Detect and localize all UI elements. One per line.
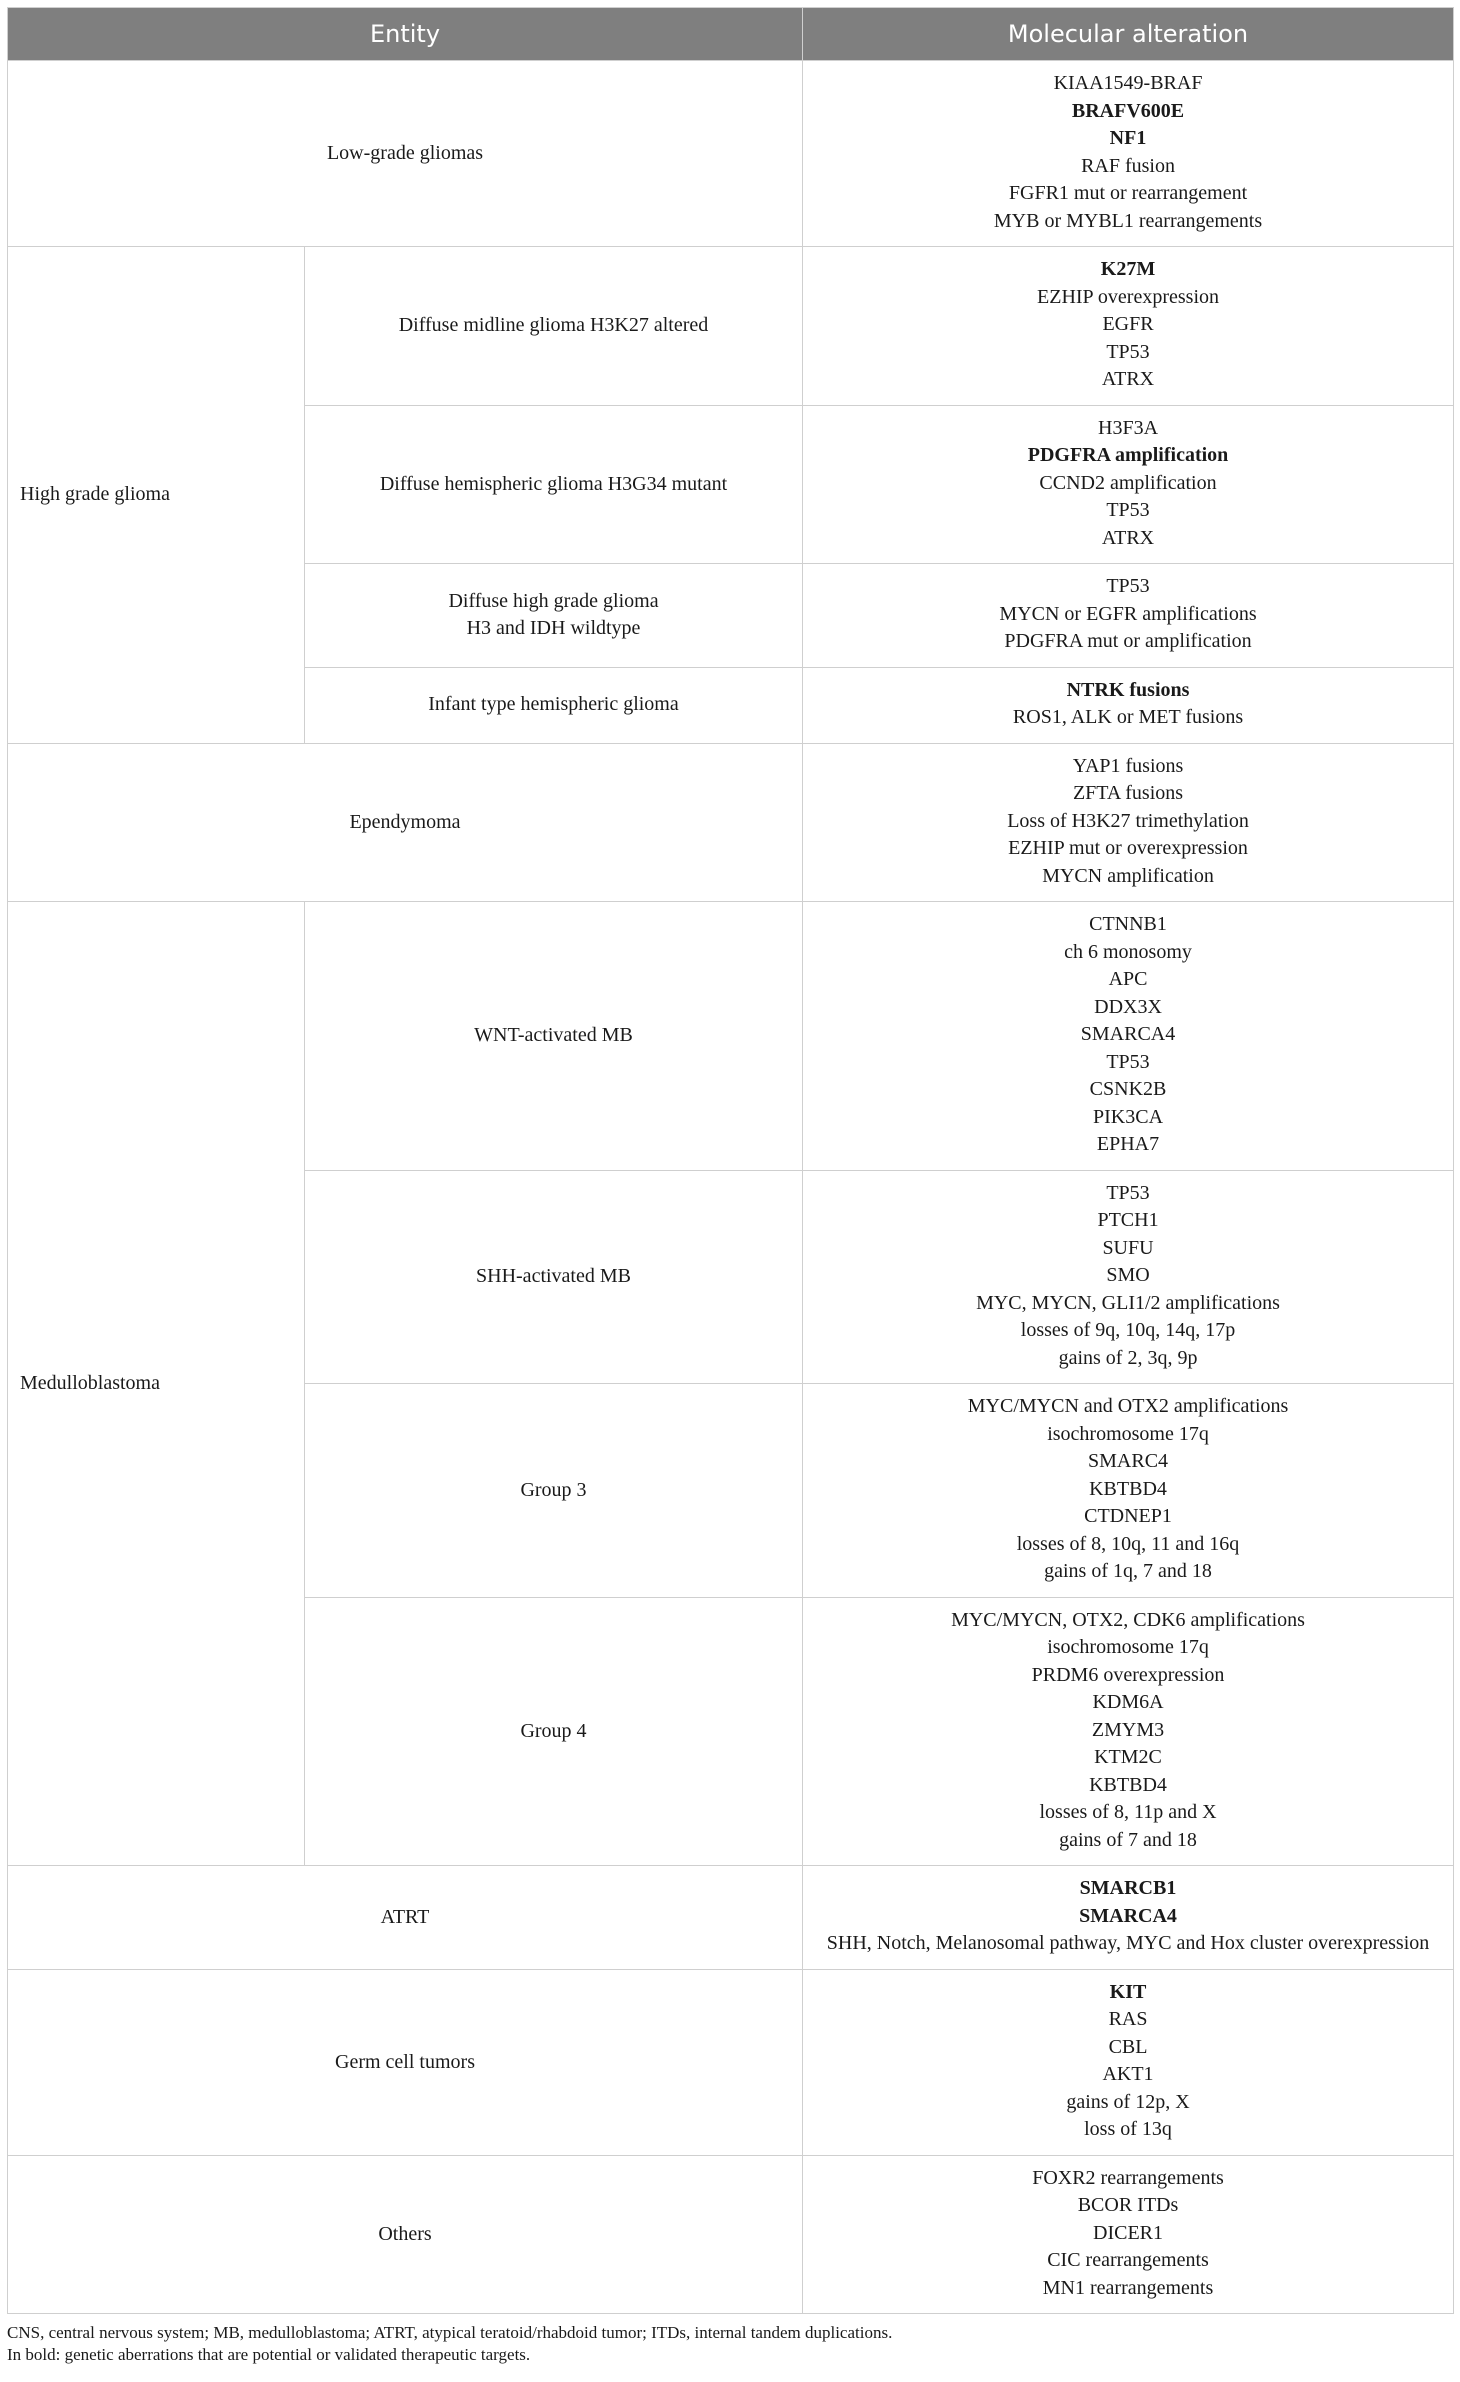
alteration-item: CSNK2B xyxy=(1089,1078,1167,1100)
alteration-item: ROS1, ALK or MET fusions xyxy=(1012,706,1244,728)
alteration-item: EZHIP mut or overexpression xyxy=(1008,837,1248,859)
alteration-item: gains of 1q, 7 and 18 xyxy=(1044,1560,1212,1582)
footnote-abbreviations: CNS, central nervous system; MB, medulloblastoma; ATRT, atypical teratoid/rhabdoid tumor; ITDs, internal tandem duplications. xyxy=(7,2323,893,2342)
subtype-name-line: Diffuse midline glioma H3K27 altered xyxy=(398,314,709,336)
alteration-item: PRDM6 overexpression xyxy=(1031,1663,1225,1686)
header-row xyxy=(8,8,1454,61)
alteration-item: MYCN or EGFR amplifications xyxy=(999,602,1257,625)
alteration-item: TP53 xyxy=(1106,340,1150,363)
subtype-name-line: Diffuse high grade glioma xyxy=(448,589,659,612)
subtype-cell xyxy=(305,1597,803,1866)
row-ependymoma xyxy=(8,743,1454,902)
alteration-item: PIK3CA xyxy=(1093,1105,1164,1128)
alteration-item: TP53 xyxy=(1106,575,1150,597)
header-molecular-alteration: Molecular alteration xyxy=(803,8,1454,61)
therapeutic-target-alteration: SMARCA4 xyxy=(1079,1904,1177,1927)
table-footnotes xyxy=(7,2322,1453,2366)
alteration-item: KTM2C xyxy=(1094,1746,1162,1768)
subtype-cell xyxy=(305,564,803,668)
subtype-name-line: Group 4 xyxy=(520,1719,587,1742)
alteration-item: SMARC4 xyxy=(1088,1450,1169,1472)
alteration-item: SMO xyxy=(1106,1264,1150,1286)
alteration-item: losses of 8, 11p and X xyxy=(1039,1801,1217,1823)
subtype-cell xyxy=(305,667,803,743)
alterations-cell xyxy=(803,2155,1454,2314)
alterations-cell xyxy=(803,247,1454,406)
alteration-item: PDGFRA mut or amplification xyxy=(1004,630,1252,652)
alteration-item: SUFU xyxy=(1102,1236,1154,1259)
subtype-cell xyxy=(305,1170,803,1384)
alteration-item: EPHA7 xyxy=(1096,1133,1160,1155)
alteration-item: SHH, Notch, Melanosomal pathway, MYC and Hox cluster overexpression xyxy=(826,1932,1430,1954)
alteration-item: DICER1 xyxy=(1093,2221,1164,2244)
alteration-item: isochromosome 17q xyxy=(1047,1422,1209,1445)
alteration-item: H3F3A xyxy=(1098,416,1159,439)
alteration-item: MYC, MYCN, GLI1/2 amplifications xyxy=(976,1291,1280,1314)
alteration-item: ZMYM3 xyxy=(1091,1718,1165,1741)
alteration-item: loss of 13q xyxy=(1084,2118,1172,2140)
alteration-item: CBL xyxy=(1108,2035,1148,2058)
entity-cell: Ependymoma xyxy=(8,743,803,902)
subtype-name-line: Group 3 xyxy=(520,1478,587,1501)
alterations-cell xyxy=(803,1170,1454,1384)
alteration-item: CTNNB1 xyxy=(1089,913,1167,935)
therapeutic-target-alteration: K27M xyxy=(1100,258,1156,280)
therapeutic-target-alteration: PDGFRA amplification xyxy=(1027,444,1229,466)
subtype-name-line: Diffuse hemispheric glioma H3G34 mutant xyxy=(379,472,728,495)
row-low-grade-gliomas xyxy=(8,61,1454,247)
row-others xyxy=(8,2155,1454,2314)
alterations-cell xyxy=(803,405,1454,564)
alterations-cell xyxy=(803,1597,1454,1866)
alteration-item: KIAA1549-BRAF xyxy=(1053,72,1203,94)
alteration-item: DDX3X xyxy=(1094,995,1162,1018)
alteration-item: Loss of H3K27 trimethylation xyxy=(1007,809,1249,832)
alteration-item: YAP1 fusions xyxy=(1072,754,1184,777)
subtype-name-line: Infant type hemispheric glioma xyxy=(428,693,679,716)
entity-cell: Germ cell tumors xyxy=(8,1969,803,2155)
row-mb-wnt xyxy=(8,902,1454,1171)
alterations-cell xyxy=(803,61,1454,247)
alteration-item: EGFR xyxy=(1102,313,1154,335)
alteration-item: MYC/MYCN, OTX2, CDK6 amplifications xyxy=(951,1608,1305,1631)
alteration-item: CIC rearrangements xyxy=(1047,2249,1209,2271)
footnote-bold-legend: In bold: genetic aberrations that are potential or validated therapeutic targets. xyxy=(7,2345,531,2364)
entity-cell: High grade glioma xyxy=(8,247,305,744)
row-atrt xyxy=(8,1866,1454,1970)
alteration-item: BCOR ITDs xyxy=(1077,2194,1179,2216)
alteration-item: AKT1 xyxy=(1102,2063,1154,2085)
subtype-name-line: SHH-activated MB xyxy=(476,1265,631,1287)
alteration-item: TP53 xyxy=(1106,1181,1150,1204)
alteration-item: EZHIP overexpression xyxy=(1037,285,1220,308)
alteration-item: isochromosome 17q xyxy=(1047,1636,1209,1658)
alteration-item: ch 6 monosomy xyxy=(1064,940,1192,963)
subtype-cell xyxy=(305,902,803,1171)
alterations-cell xyxy=(803,667,1454,743)
alteration-item: losses of 9q, 10q, 14q, 17p xyxy=(1020,1319,1236,1341)
alteration-item: TP53 xyxy=(1106,499,1150,521)
alteration-item: losses of 8, 10q, 11 and 16q xyxy=(1016,1532,1240,1555)
therapeutic-target-alteration: SMARCB1 xyxy=(1079,1877,1177,1899)
alteration-item: MYCN amplification xyxy=(1042,864,1214,887)
alteration-item: TP53 xyxy=(1106,1050,1150,1073)
table-container xyxy=(7,7,1453,2314)
therapeutic-target-alteration: KIT xyxy=(1109,1980,1147,2003)
header-entity: Entity xyxy=(8,8,803,61)
therapeutic-target-alteration: NF1 xyxy=(1109,127,1147,149)
alteration-item: MN1 rearrangements xyxy=(1042,2276,1214,2299)
alteration-item: FGFR1 mut or rearrangement xyxy=(1008,182,1248,204)
alteration-item: KDM6A xyxy=(1092,1691,1164,1713)
alteration-item: RAS xyxy=(1108,2008,1148,2030)
alteration-item: gains of 2, 3q, 9p xyxy=(1058,1346,1198,1369)
alteration-item: ZFTA fusions xyxy=(1072,782,1184,804)
alteration-item: FOXR2 rearrangements xyxy=(1032,2166,1224,2189)
alterations-cell xyxy=(803,902,1454,1171)
alterations-cell xyxy=(803,743,1454,902)
subtype-name-line: WNT-activated MB xyxy=(474,1024,633,1046)
alterations-cell xyxy=(803,564,1454,668)
row-germ-cell-tumors xyxy=(8,1969,1454,2155)
alteration-item: gains of 12p, X xyxy=(1066,2090,1190,2113)
alteration-item: ATRX xyxy=(1101,368,1155,390)
subtype-cell xyxy=(305,405,803,564)
row-hgg-dmg xyxy=(8,247,1454,406)
alteration-item: APC xyxy=(1108,968,1148,990)
alteration-item: gains of 7 and 18 xyxy=(1059,1828,1197,1851)
molecular-alterations-table xyxy=(7,7,1454,2314)
subtype-name-line: H3 and IDH wildtype xyxy=(466,617,641,640)
alterations-cell xyxy=(803,1969,1454,2155)
alteration-item: PTCH1 xyxy=(1097,1209,1159,1231)
entity-cell: ATRT xyxy=(8,1866,803,1970)
therapeutic-target-alteration: NTRK fusions xyxy=(1066,678,1190,701)
alteration-item: KBTBD4 xyxy=(1089,1477,1167,1500)
alteration-item: MYC/MYCN and OTX2 amplifications xyxy=(967,1395,1289,1417)
alteration-item: SMARCA4 xyxy=(1080,1023,1176,1045)
alteration-item: ATRX xyxy=(1101,526,1155,549)
entity-cell: Others xyxy=(8,2155,803,2314)
alterations-cell xyxy=(803,1866,1454,1970)
entity-cell: Medulloblastoma xyxy=(8,902,305,1866)
subtype-cell xyxy=(305,1384,803,1598)
alterations-cell xyxy=(803,1384,1454,1598)
alteration-item: CTDNEP1 xyxy=(1084,1505,1172,1527)
therapeutic-target-alteration: BRAFV600E xyxy=(1071,99,1185,122)
entity-cell: Low-grade gliomas xyxy=(8,61,803,247)
subtype-cell xyxy=(305,247,803,406)
alteration-item: CCND2 amplification xyxy=(1039,471,1217,494)
alteration-item: KBTBD4 xyxy=(1089,1773,1167,1796)
alteration-item: RAF fusion xyxy=(1081,154,1175,177)
alteration-item: MYB or MYBL1 rearrangements xyxy=(993,209,1263,232)
